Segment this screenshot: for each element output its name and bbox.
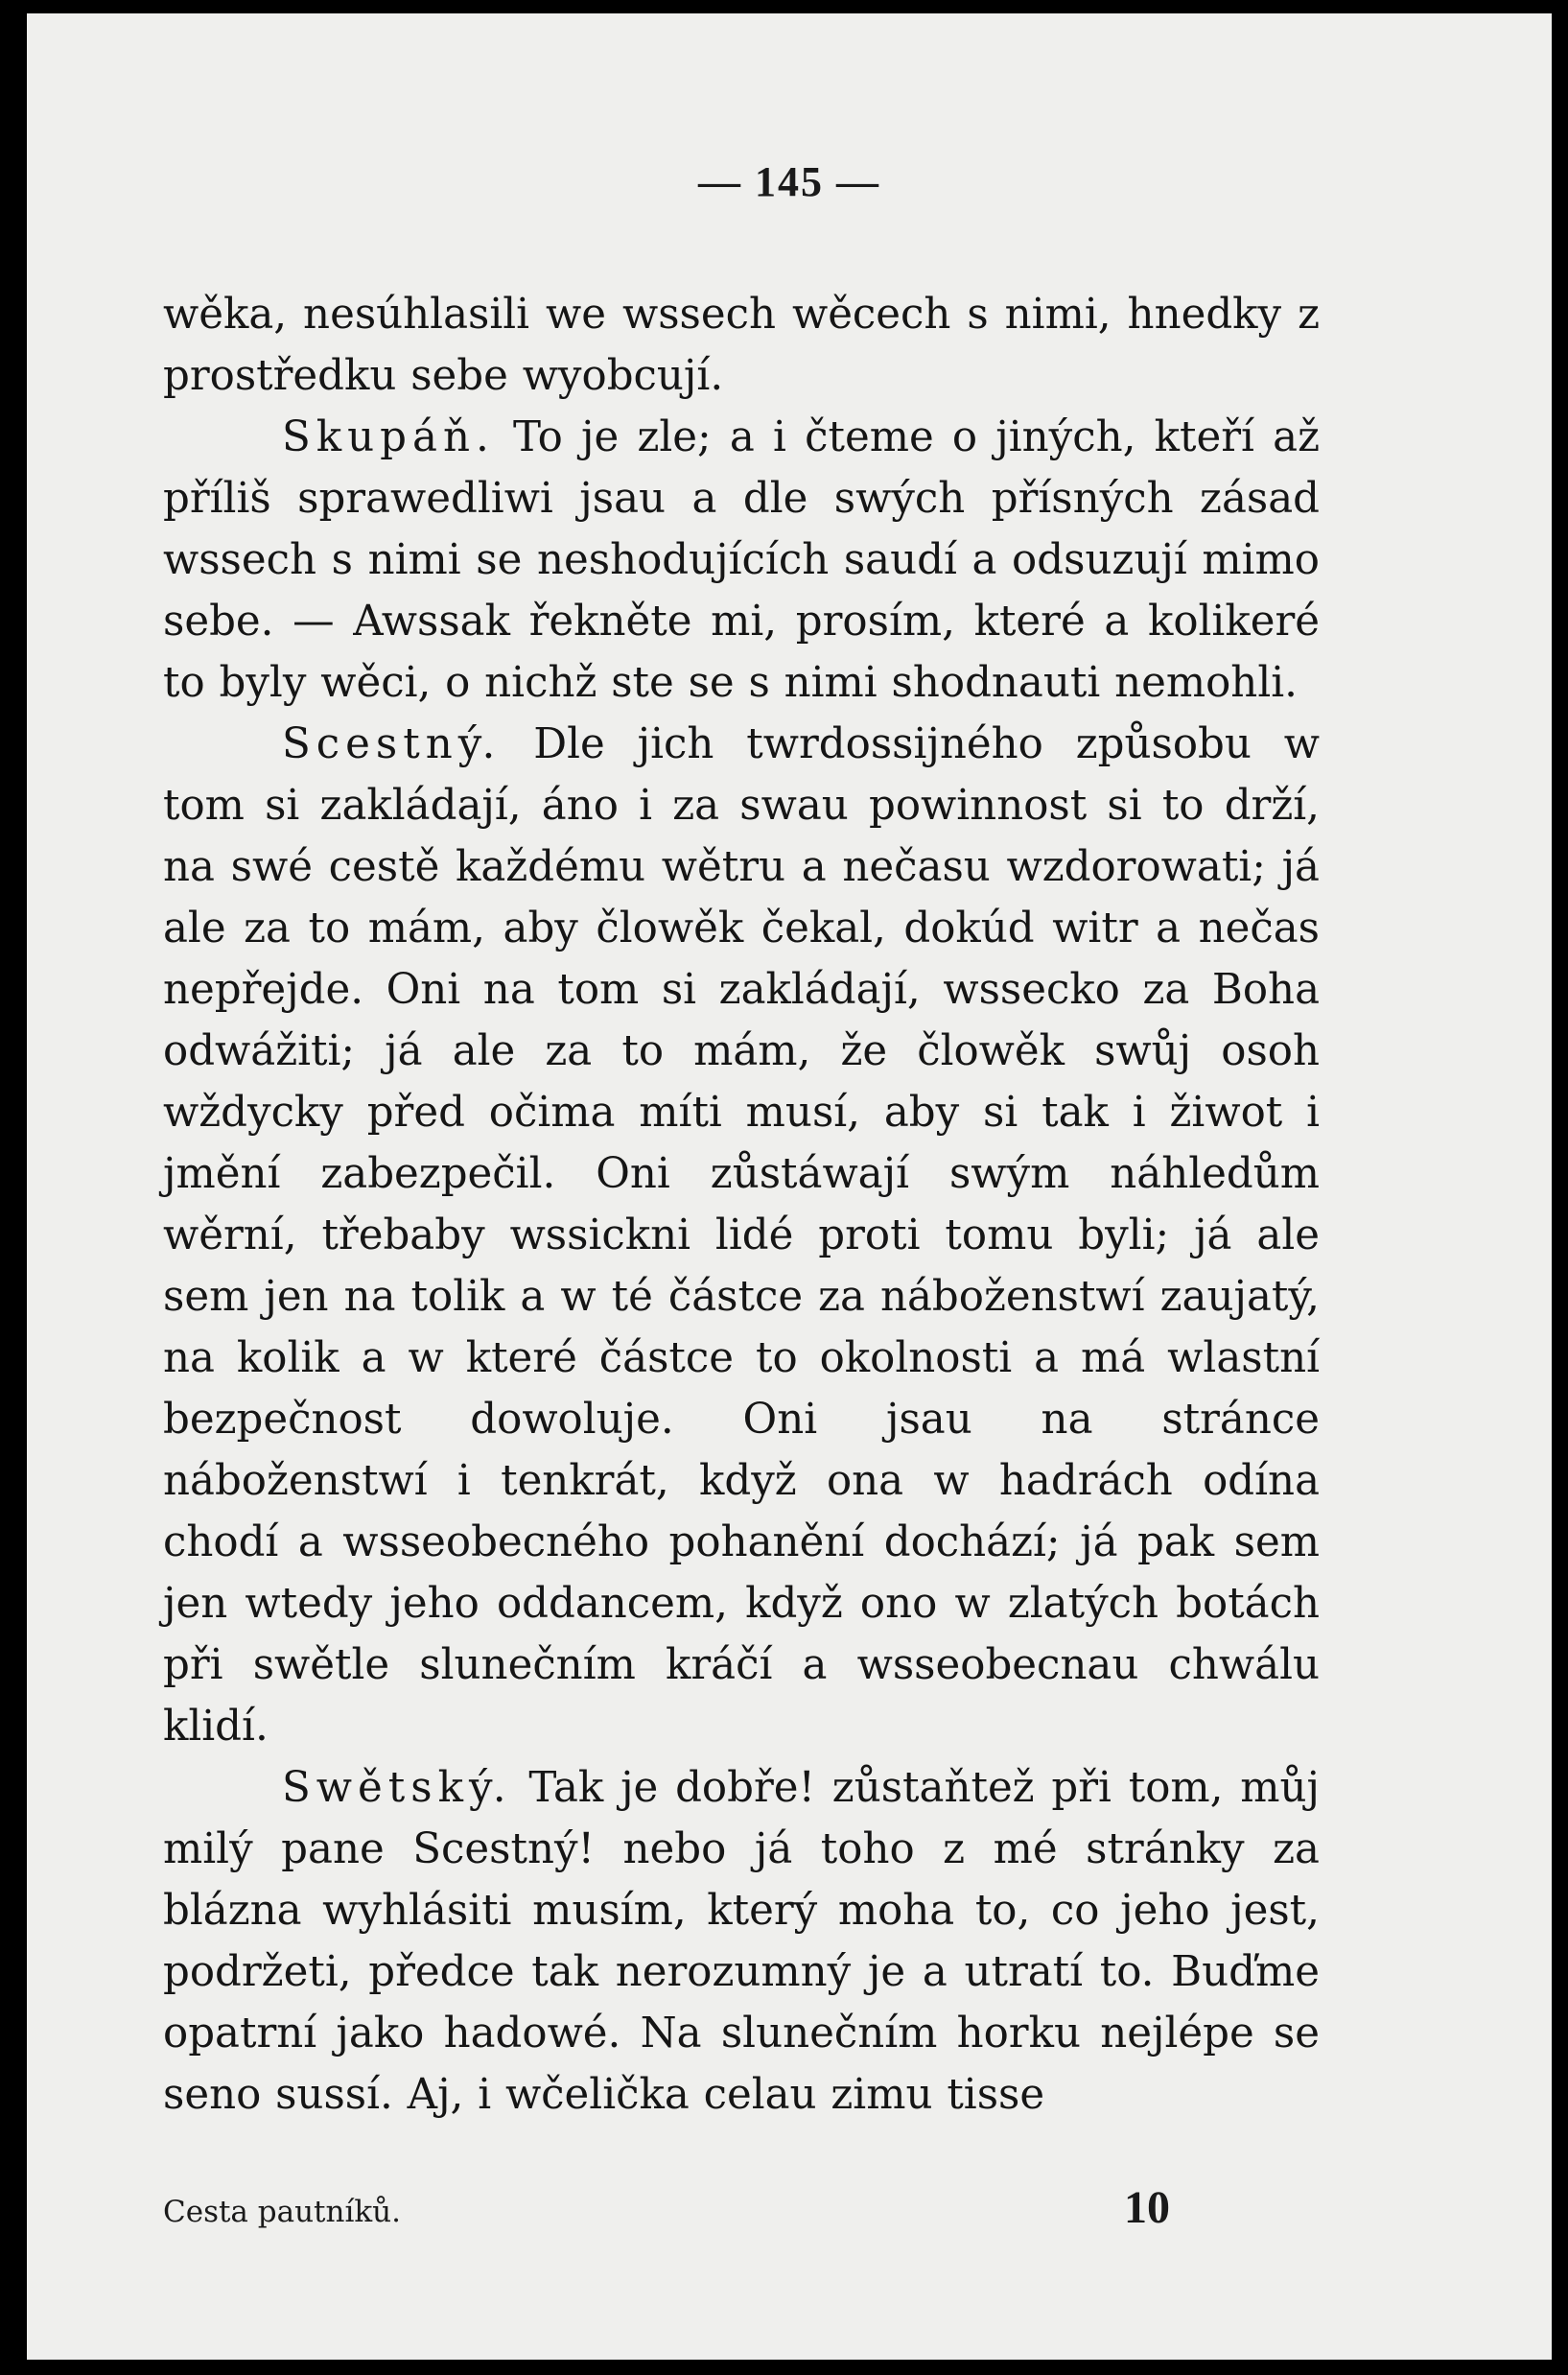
paragraph-text: wěka, nesúhlasili we wssech wěcech s nimi, hnedky z prostředku sebe wyobcují. xyxy=(163,291,1320,400)
paragraph-text: Dle jich twrdossijného způsobu w tom si zakládají, áno i za swau powinnost si to drží, na swé cestě každému wětru a nečasu wzdorowati; já ale za to mám, aby člowěk čekal, dokúd witr a nečas nepřejde. Oni na tom si zakládají, wssecko za Boha odwážiti; já ale za to mám, že člowěk swůj osoh wždycky před očima míti musí, aby si tak i žiwot i jmění zabezpečil. Oni zůstáwají swým náhledům wěrní, třebaby wssickni lidé proti tomu byli; já ale sem jen na tolik a w té částce za náboženstwí zaujatý, na kolik a w které částce to okolnosti a má wlastní bezpečnost dowoluje. Oni jsau na stránce náboženstwí i tenkrát, když ona w hadrách odína chodí a wsseobecného pohanění dochází; já pak sem jen wtedy jeho oddancem, když ono w zlatých botách při swětle slunečním kráčí a wsseobecnau chwálu klidí. xyxy=(163,720,1320,1751)
paragraph-text: Tak je dobře! zůstaňtež při tom, můj milý pane Scestný! nebo já toho z mé stránky za blázna wyhlásiti musím, který moha to, co jeho jest, podržeti, předce tak nerozumný je a utratí to. Buďme opatrní jako hadowé. Na slunečním horku nejlépe se seno sussí. Aj, i wčelička celau zimu tisse xyxy=(163,1764,1320,2119)
speaker-name: Scestný. xyxy=(282,720,502,768)
footer-book-title: Cesta pautníků. xyxy=(163,2195,401,2229)
book-page xyxy=(27,13,1552,2360)
body-text xyxy=(163,284,1320,2126)
paragraph xyxy=(163,284,1320,407)
paragraph xyxy=(163,1757,1320,2126)
speaker-name: Swětský. xyxy=(282,1764,512,1812)
paragraph-text: To je zle; a i čteme o jiných, kteří až příliš sprawedliwi jsau a dle swých přísných zásad wssech s nimi se neshodujících saudí a odsuzují mimo sebe. — Awssak řekněte mi, prosím, které a kolikeré to byly wěci, o nichž ste se s nimi shodnauti nemohli. xyxy=(163,413,1320,707)
paragraph xyxy=(163,407,1320,714)
page-footer xyxy=(163,2181,1320,2239)
speaker-name: Skupáň. xyxy=(282,413,495,461)
page-number: — 145 — xyxy=(698,158,880,205)
signature-mark: 10 xyxy=(1124,2182,1170,2233)
paragraph xyxy=(163,714,1320,1757)
